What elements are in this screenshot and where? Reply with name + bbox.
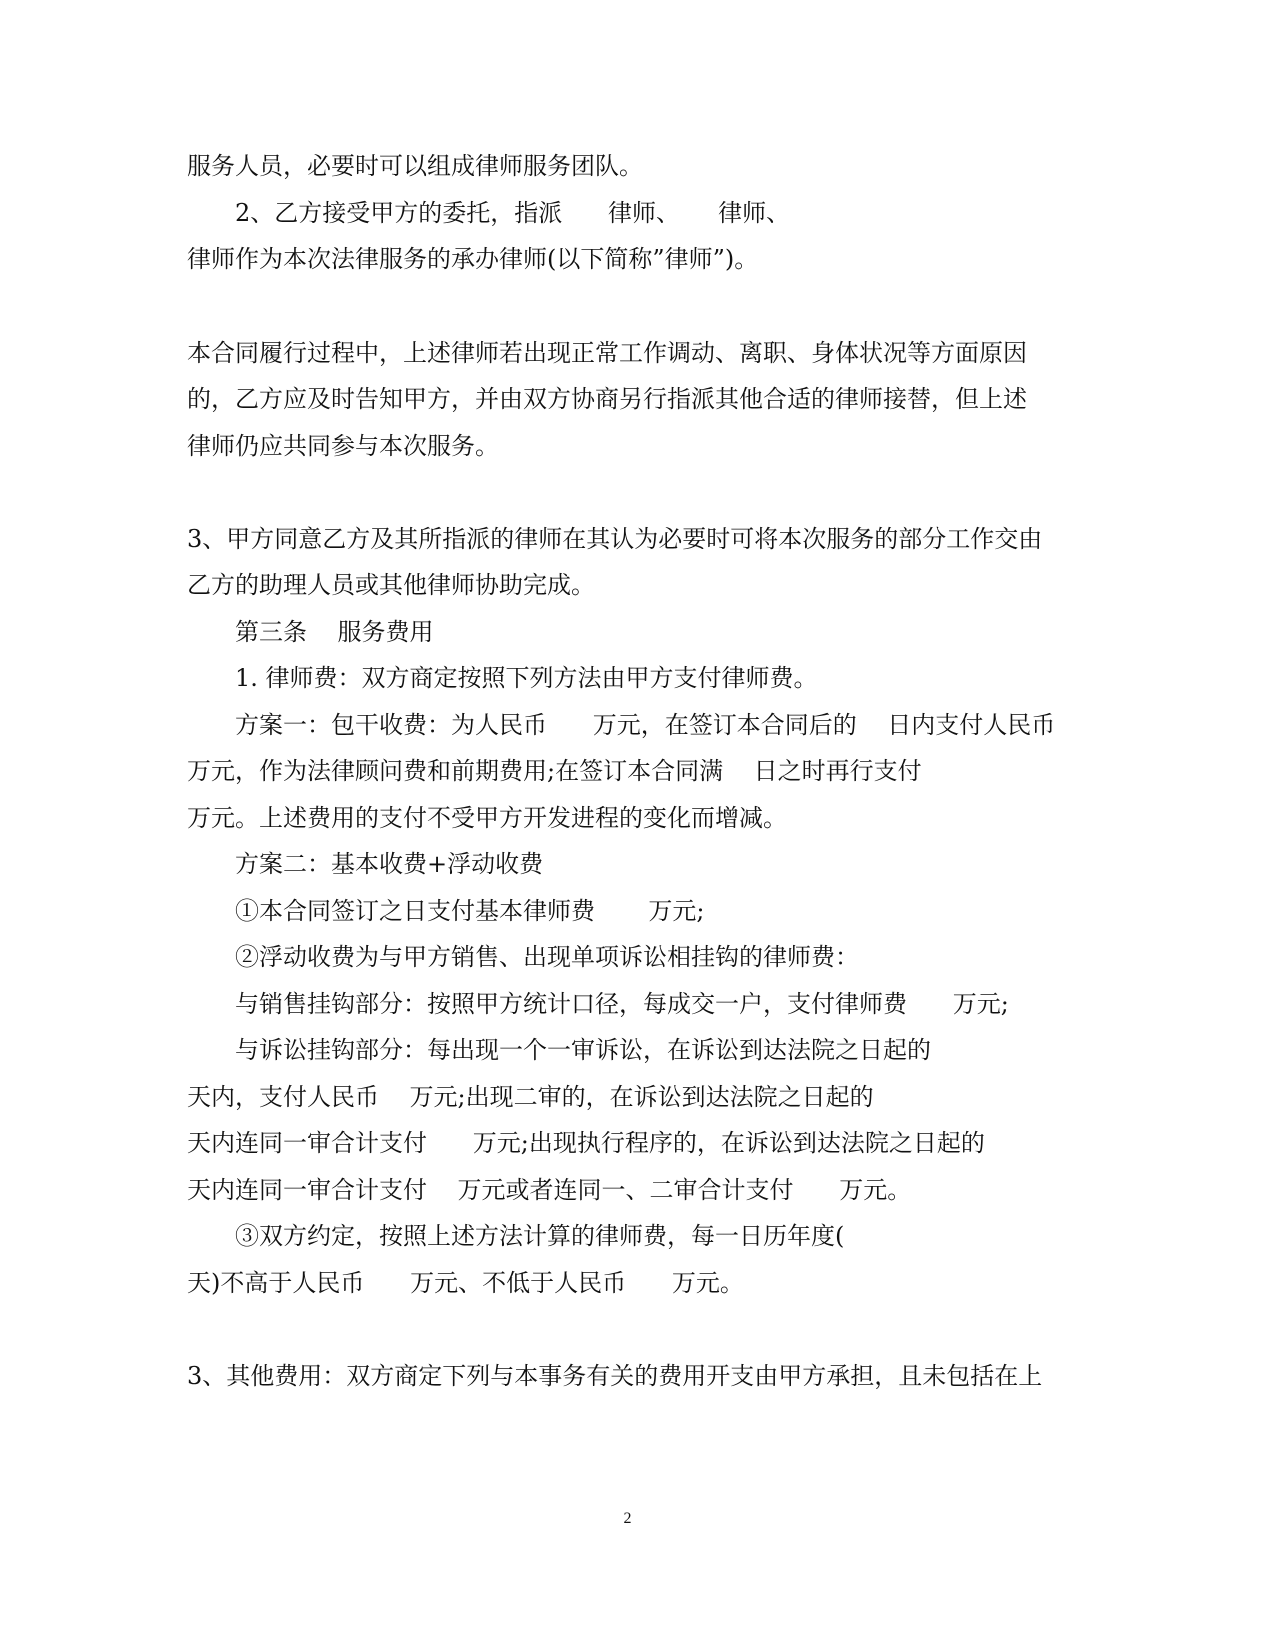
text-line: 律师仍应共同参与本次服务。 <box>187 432 499 460</box>
text-line: 方案二：基本收费+浮动收费 <box>235 850 544 878</box>
text-line: 天内连同一审合计支付 万元或者连同一、二审合计支付 万元。 <box>187 1176 912 1204</box>
text-line: 方案一：包干收费：为人民币 万元，在签订本合同后的 日内支付人民币 <box>235 711 1056 739</box>
text-line: 与诉讼挂钩部分：每出现一个一审诉讼，在诉讼到达法院之日起的 <box>235 1036 931 1064</box>
text-line: 万元，作为法律顾问费和前期费用;在签订本合同满 日之时再行支付 <box>187 757 922 785</box>
text-line: 的，乙方应及时告知甲方，并由双方协商另行指派其他合适的律师接替，但上述 <box>187 385 1027 413</box>
text-line: ③双方约定，按照上述方法计算的律师费，每一日历年度( <box>235 1222 845 1250</box>
text-line: 1. 律师费：双方商定按照下列方法由甲方支付律师费。 <box>235 664 818 692</box>
page-number: 2 <box>623 1510 632 1527</box>
text-line: 乙方的助理人员或其他律师协助完成。 <box>187 571 595 599</box>
text-line: 3、其他费用：双方商定下列与本事务有关的费用开支由甲方承担，且未包括在上 <box>187 1362 1043 1390</box>
text-line: ②浮动收费为与甲方销售、出现单项诉讼相挂钩的律师费： <box>235 943 859 971</box>
text-line: 天内连同一审合计支付 万元;出现执行程序的，在诉讼到达法院之日起的 <box>187 1129 985 1157</box>
text-line: 万元。上述费用的支付不受甲方开发进程的变化而增减。 <box>187 804 787 832</box>
text-line: 3、甲方同意乙方及其所指派的律师在其认为必要时可将本次服务的部分工作交由 <box>187 525 1043 553</box>
text-line: 本合同履行过程中，上述律师若出现正常工作调动、离职、身体状况等方面原因 <box>187 339 1027 367</box>
text-line: 服务人员，必要时可以组成律师服务团队。 <box>187 152 643 180</box>
text-line: ①本合同签订之日支付基本律师费 万元; <box>235 897 705 925</box>
section-heading: 第三条 服务费用 <box>235 618 434 646</box>
text-line: 与销售挂钩部分：按照甲方统计口径，每成交一户，支付律师费 万元; <box>235 990 1009 1018</box>
text-line: 律师作为本次法律服务的承办律师(以下简称”律师”)。 <box>187 245 759 273</box>
text-line: 天内，支付人民币 万元;出现二审的，在诉讼到达法院之日起的 <box>187 1083 874 1111</box>
text-line: 天)不高于人民币 万元、不低于人民币 万元。 <box>187 1269 744 1297</box>
text-line: 2、乙方接受甲方的委托，指派 律师、 律师、 <box>235 199 791 227</box>
